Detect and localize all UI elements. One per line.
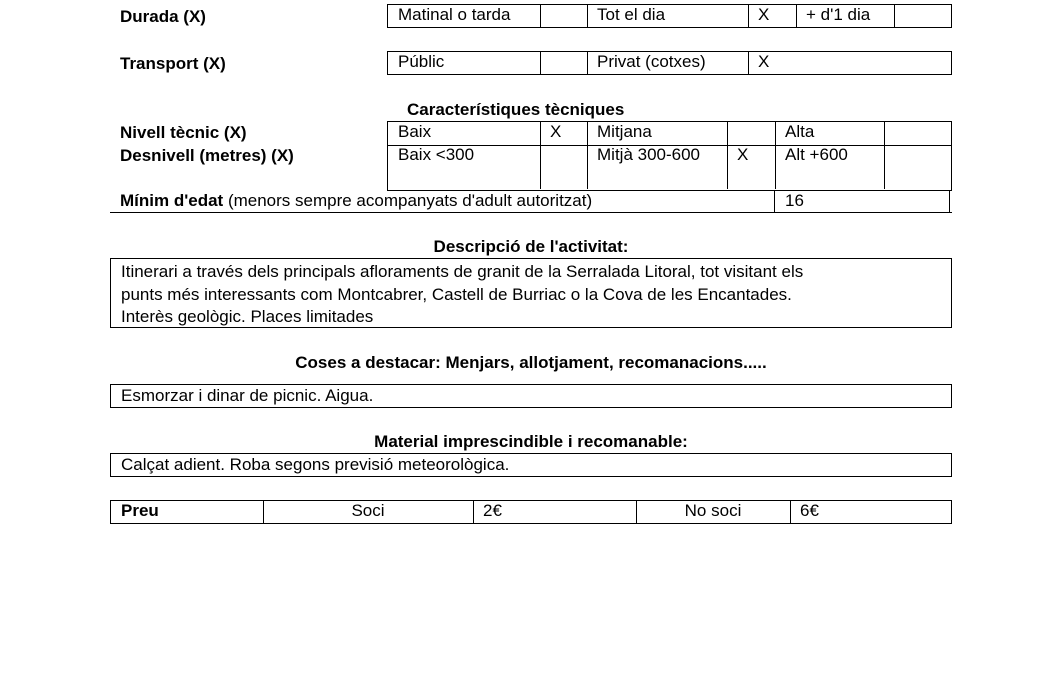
durada-cell-matinal-mark <box>540 5 587 27</box>
durada-cell-matinal: Matinal o tarda <box>398 5 511 24</box>
tecniques-heading: Característiques tècniques <box>407 100 625 119</box>
transport-label: Transport (X) <box>120 54 226 73</box>
descripcio-heading: Descripció de l'activitat: <box>433 237 629 256</box>
nivell-cell-alta-mark <box>884 122 950 145</box>
desnivell-cell-baix-mark <box>540 145 587 189</box>
transport-cell-public-mark <box>540 52 587 74</box>
descripcio-line-3: Interès geològic. Places limitades <box>121 307 374 326</box>
minim-edat-label: Mínim d'edat <box>120 191 224 210</box>
desnivell-label: Desnivell (metres) (X) <box>120 146 294 165</box>
desnivell-cell-alt-mark <box>884 145 950 189</box>
material-box <box>110 453 952 477</box>
descripcio-line-2: punts més interessants com Montcabrer, Castell de Burriac o la Cova de les Encantades. <box>121 284 792 304</box>
transport-table <box>387 51 952 75</box>
transport-cell-public: Públic <box>398 52 445 71</box>
coses-box <box>110 384 952 408</box>
transport-cell-privat-mark: X <box>758 52 770 71</box>
desnivell-cell-mitja-mark: X <box>737 145 749 164</box>
desnivell-cell-alt: Alt +600 <box>785 145 848 164</box>
descripcio-line-1: Itinerari a través dels principals afloraments de granit de la Serralada Litoral, tot visitant els <box>121 262 804 281</box>
desnivell-cell-baix: Baix <300 <box>398 145 475 164</box>
material-text: Calçat adient. Roba segons previsió meteorològica. <box>121 455 510 474</box>
durada-table <box>387 4 952 28</box>
nivell-cell-baix: Baix <box>398 122 432 141</box>
nivell-label: Nivell tècnic (X) <box>120 123 247 142</box>
coses-text: Esmorzar i dinar de picnic. Aigua. <box>121 386 374 405</box>
durada-cell-mesdia-mark <box>894 5 950 27</box>
minim-edat-text <box>120 191 592 211</box>
descripcio-box <box>110 258 952 328</box>
transport-cell-privat: Privat (cotxes) <box>597 52 706 71</box>
preu-soci-value: 2€ <box>483 501 502 520</box>
minim-edat-note: (menors sempre acompanyats d'adult autoritzat) <box>223 191 593 210</box>
preu-soci-label: Soci <box>351 501 385 520</box>
minim-edat-value-cell <box>774 190 950 212</box>
preu-nosoci-label: No soci <box>684 501 742 520</box>
durada-cell-mesdia: + d'1 dia <box>806 5 871 24</box>
preu-nosoci-value: 6€ <box>800 501 819 520</box>
durada-cell-totdia-mark: X <box>758 5 770 24</box>
nivell-cell-mitjana: Mitjana <box>597 122 652 141</box>
nivell-cell-mitjana-mark <box>727 122 775 145</box>
desnivell-row <box>388 145 950 189</box>
minim-edat-row <box>110 190 952 213</box>
tecniques-table <box>387 121 952 191</box>
nivell-cell-baix-mark: X <box>550 122 562 141</box>
nivell-row <box>388 122 950 145</box>
minim-edat-value: 16 <box>785 191 804 210</box>
preu-label: Preu <box>121 501 159 520</box>
nivell-cell-alta: Alta <box>785 122 815 141</box>
durada-cell-totdia: Tot el dia <box>597 5 666 24</box>
material-heading: Material imprescindible i recomanable: <box>374 432 688 451</box>
desnivell-cell-mitja: Mitjà 300-600 <box>597 145 701 164</box>
durada-label: Durada (X) <box>120 7 206 26</box>
coses-heading: Coses a destacar: Menjars, allotjament, recomanacions..... <box>295 353 767 372</box>
preu-table <box>110 500 952 524</box>
